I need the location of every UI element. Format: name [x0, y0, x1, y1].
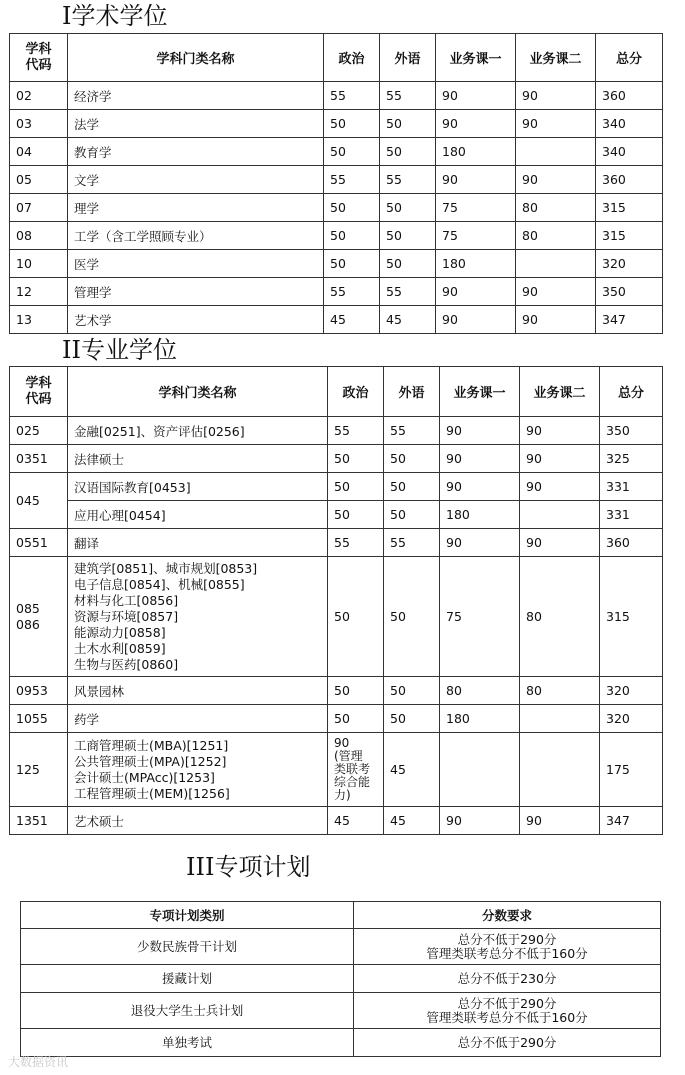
table-row — [10, 110, 663, 138]
column-header: 分数要求 — [354, 902, 661, 929]
table-cell — [520, 705, 600, 733]
table-cell — [516, 138, 596, 166]
table-cell: 45 — [384, 733, 440, 807]
table-cell: 金融[0251]、资产评估[0256] — [68, 417, 328, 445]
column-header: 学科 代码 — [10, 367, 68, 417]
table-cell: 0953 — [10, 677, 68, 705]
column-header: 学科 代码 — [10, 34, 68, 82]
table-cell: 90 — [516, 110, 596, 138]
table-cell: 55 — [380, 278, 436, 306]
table-row — [10, 557, 663, 677]
table-row — [10, 278, 663, 306]
table-cell: 045 — [10, 473, 68, 529]
table-cell: 教育学 — [68, 138, 324, 166]
table-cell: 50 — [324, 222, 380, 250]
table-cell: 经济学 — [68, 82, 324, 110]
table-cell: 50 — [324, 250, 380, 278]
table-cell: 340 — [596, 110, 663, 138]
table-cell: 管理学 — [68, 278, 324, 306]
table-row — [10, 677, 663, 705]
table-cell: 180 — [436, 138, 516, 166]
table-cell: 90 — [440, 529, 520, 557]
table-row — [10, 166, 663, 194]
table-cell: 55 — [384, 417, 440, 445]
table-cell: 应用心理[0454] — [68, 501, 328, 529]
table-cell: 90 — [440, 807, 520, 835]
table-cell: 艺术学 — [68, 306, 324, 334]
professional-degree-table — [9, 366, 663, 835]
table-cell: 90 — [516, 166, 596, 194]
table-cell: 350 — [600, 417, 663, 445]
table-cell: 退役大学生士兵计划 — [21, 993, 354, 1029]
table-cell: 360 — [596, 82, 663, 110]
table-cell: 315 — [596, 222, 663, 250]
column-header: 外语 — [380, 34, 436, 82]
table-cell: 50 — [380, 110, 436, 138]
table-cell: 320 — [596, 250, 663, 278]
table-cell: 50 — [328, 445, 384, 473]
table-cell: 90 — [516, 278, 596, 306]
table-cell: 085 086 — [10, 557, 68, 677]
table-cell: 文学 — [68, 166, 324, 194]
table-row — [10, 194, 663, 222]
table-cell: 90 — [516, 82, 596, 110]
table-cell: 320 — [600, 677, 663, 705]
table-row — [10, 250, 663, 278]
table-cell: 331 — [600, 473, 663, 501]
table-row — [10, 417, 663, 445]
table-cell: 04 — [10, 138, 68, 166]
table-cell: 55 — [324, 82, 380, 110]
table-cell: 90 — [436, 110, 516, 138]
table-row — [10, 82, 663, 110]
table-cell: 180 — [436, 250, 516, 278]
table-row — [10, 138, 663, 166]
column-header: 业务课二 — [516, 34, 596, 82]
table-cell: 90 — [440, 417, 520, 445]
table-cell: 90 — [436, 278, 516, 306]
table-cell: 80 — [440, 677, 520, 705]
table-cell: 风景园林 — [68, 677, 328, 705]
table-cell: 总分不低于290分 管理类联考总分不低于160分 — [354, 929, 661, 965]
table-cell: 50 — [384, 705, 440, 733]
table-cell: 75 — [436, 194, 516, 222]
table-cell: 工商管理硕士(MBA)[1251] 公共管理硕士(MPA)[1252] 会计硕士(MPAcc)[1253] 工程管理硕士(MEM)[1256] — [68, 733, 328, 807]
table-cell: 50 — [380, 194, 436, 222]
table-cell: 50 — [384, 557, 440, 677]
section-title-special: III专项计划 — [186, 853, 311, 881]
table-cell: 347 — [596, 306, 663, 334]
table-cell: 0351 — [10, 445, 68, 473]
table-cell: 50 — [380, 138, 436, 166]
table-cell: 12 — [10, 278, 68, 306]
table-cell: 175 — [600, 733, 663, 807]
table-cell: 1351 — [10, 807, 68, 835]
table-row — [10, 306, 663, 334]
column-header: 总分 — [596, 34, 663, 82]
table-cell: 10 — [10, 250, 68, 278]
table-cell: 180 — [440, 501, 520, 529]
section-title-academic: I学术学位 — [62, 2, 168, 30]
special-program-table — [20, 901, 661, 1057]
table-cell: 80 — [516, 194, 596, 222]
table-cell: 02 — [10, 82, 68, 110]
table-cell: 025 — [10, 417, 68, 445]
column-header: 总分 — [600, 367, 663, 417]
table-cell: 75 — [440, 557, 520, 677]
table-cell: 援藏计划 — [21, 965, 354, 993]
table-cell: 347 — [600, 807, 663, 835]
table-cell: 350 — [596, 278, 663, 306]
table-cell: 艺术硕士 — [68, 807, 328, 835]
table-cell: 90 — [520, 417, 600, 445]
table-cell: 55 — [380, 82, 436, 110]
table-cell — [440, 733, 520, 807]
column-header: 学科门类名称 — [68, 34, 324, 82]
table-row — [21, 929, 661, 965]
academic-degree-table — [9, 33, 663, 334]
table-cell: 315 — [600, 557, 663, 677]
table-cell: 320 — [600, 705, 663, 733]
table-cell: 90 — [436, 166, 516, 194]
table-row — [10, 529, 663, 557]
table-row — [10, 807, 663, 835]
table-cell: 50 — [328, 501, 384, 529]
table-cell: 药学 — [68, 705, 328, 733]
table-cell: 340 — [596, 138, 663, 166]
table-cell: 总分不低于290分 — [354, 1029, 661, 1057]
table-cell: 少数民族骨干计划 — [21, 929, 354, 965]
table-cell: 90 — [436, 306, 516, 334]
table-cell: 50 — [324, 110, 380, 138]
table-cell: 50 — [324, 138, 380, 166]
table-row — [21, 1029, 661, 1057]
column-header: 业务课二 — [520, 367, 600, 417]
column-header: 学科门类名称 — [68, 367, 328, 417]
table-cell: 总分不低于230分 — [354, 965, 661, 993]
table-cell: 07 — [10, 194, 68, 222]
column-header: 业务课一 — [436, 34, 516, 82]
table-row — [10, 473, 663, 501]
table-cell: 55 — [324, 278, 380, 306]
table-cell: 80 — [516, 222, 596, 250]
column-header: 业务课一 — [440, 367, 520, 417]
table-cell: 08 — [10, 222, 68, 250]
table-cell: 90 — [440, 445, 520, 473]
table-cell: 45 — [328, 807, 384, 835]
table-cell: 50 — [384, 677, 440, 705]
column-header: 政治 — [328, 367, 384, 417]
table-cell: 90 — [520, 529, 600, 557]
table-cell: 90 — [520, 473, 600, 501]
table-cell: 0551 — [10, 529, 68, 557]
table-cell: 总分不低于290分 管理类联考总分不低于160分 — [354, 993, 661, 1029]
table-cell: 125 — [10, 733, 68, 807]
table-cell: 50 — [328, 705, 384, 733]
table-cell: 单独考试 — [21, 1029, 354, 1057]
table-cell: 55 — [328, 417, 384, 445]
column-header: 政治 — [324, 34, 380, 82]
table-cell: 03 — [10, 110, 68, 138]
table-cell: 50 — [324, 194, 380, 222]
table-cell: 75 — [436, 222, 516, 250]
table-cell: 翻译 — [68, 529, 328, 557]
table-row — [10, 705, 663, 733]
table-row — [21, 965, 661, 993]
table-cell: 50 — [384, 445, 440, 473]
table-row — [10, 501, 663, 529]
table-cell — [520, 501, 600, 529]
table-cell: 45 — [384, 807, 440, 835]
table-cell: 50 — [380, 250, 436, 278]
table-cell: 1055 — [10, 705, 68, 733]
table-cell: 90 — [436, 82, 516, 110]
table-cell: 法律硕士 — [68, 445, 328, 473]
table-cell: 90 — [516, 306, 596, 334]
table-cell: 315 — [596, 194, 663, 222]
table-cell: 13 — [10, 306, 68, 334]
table-cell: 90 (管理 类联考 综合能 力) — [328, 733, 384, 807]
table-cell: 80 — [520, 677, 600, 705]
table-cell: 45 — [324, 306, 380, 334]
table-cell: 55 — [328, 529, 384, 557]
table-cell: 50 — [328, 473, 384, 501]
table-cell: 55 — [324, 166, 380, 194]
table-cell — [516, 250, 596, 278]
table-cell: 55 — [380, 166, 436, 194]
table-cell: 45 — [380, 306, 436, 334]
section-title-professional: II专业学位 — [62, 336, 177, 364]
table-cell: 50 — [384, 473, 440, 501]
table-row — [10, 733, 663, 807]
table-cell: 理学 — [68, 194, 324, 222]
table-cell: 医学 — [68, 250, 324, 278]
table-cell: 50 — [328, 677, 384, 705]
table-cell: 50 — [328, 557, 384, 677]
table-cell: 汉语国际教育[0453] — [68, 473, 328, 501]
table-cell: 360 — [600, 529, 663, 557]
table-row — [10, 445, 663, 473]
table-cell: 05 — [10, 166, 68, 194]
table-cell: 法学 — [68, 110, 324, 138]
table-cell: 90 — [520, 445, 600, 473]
table-cell: 55 — [384, 529, 440, 557]
table-cell: 180 — [440, 705, 520, 733]
table-cell: 50 — [384, 501, 440, 529]
table-cell: 325 — [600, 445, 663, 473]
table-cell: 331 — [600, 501, 663, 529]
table-cell: 建筑学[0851]、城市规划[0853] 电子信息[0854]、机械[0855] 材料与化工[0856] 资源与环境[0857] 能源动力[0858] 土木水利[0859] 生物与医药[0860] — [68, 557, 328, 677]
column-header: 专项计划类别 — [21, 902, 354, 929]
table-cell: 80 — [520, 557, 600, 677]
table-cell: 90 — [520, 807, 600, 835]
table-cell — [520, 733, 600, 807]
table-row — [21, 993, 661, 1029]
table-cell: 工学（含工学照顾专业） — [68, 222, 324, 250]
table-cell: 50 — [380, 222, 436, 250]
watermark: 大数据资讯 — [8, 1055, 69, 1069]
table-cell: 360 — [596, 166, 663, 194]
column-header: 外语 — [384, 367, 440, 417]
table-cell: 90 — [440, 473, 520, 501]
table-row — [10, 222, 663, 250]
